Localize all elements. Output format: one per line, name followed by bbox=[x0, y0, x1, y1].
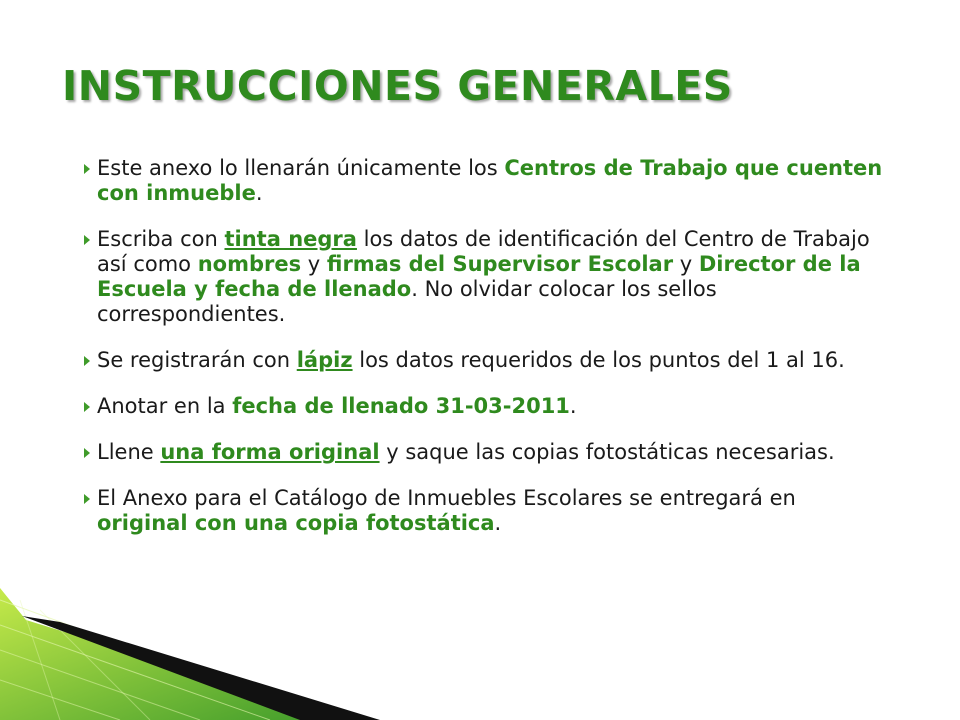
instruction-list bbox=[70, 156, 890, 557]
instruction-item bbox=[70, 156, 890, 206]
highlighted-text: Centros de Trabajo que cuenten con inmueble bbox=[97, 156, 883, 205]
triangle-right-icon bbox=[84, 448, 90, 458]
highlighted-text: tinta negra bbox=[224, 227, 357, 251]
highlighted-text: una forma original bbox=[160, 440, 380, 464]
triangle-right-icon bbox=[84, 164, 90, 174]
instruction-text: . bbox=[569, 394, 577, 418]
instruction-text: . No olvidar colocar los sellos correspondientes. bbox=[97, 277, 717, 326]
highlighted-text: Director de la Escuela y fecha de llenado bbox=[97, 252, 861, 301]
instruction-text: Anotar en la bbox=[97, 394, 233, 418]
triangle-right-icon bbox=[84, 494, 90, 504]
instruction-item bbox=[70, 348, 890, 373]
highlighted-text: fecha de llenado 31-03-2011 bbox=[232, 394, 570, 418]
instruction-text: Llene bbox=[97, 440, 161, 464]
highlighted-text: nombres bbox=[197, 252, 302, 276]
highlighted-text: firmas del Supervisor Escolar bbox=[326, 252, 674, 276]
instruction-item bbox=[70, 440, 890, 465]
instruction-text: los datos requeridos de los puntos del 1 al 16. bbox=[352, 348, 845, 372]
instruction-text: y bbox=[301, 252, 327, 276]
instruction-item bbox=[70, 394, 890, 419]
instruction-text: . bbox=[255, 181, 263, 205]
instruction-text: El Anexo para el Catálogo de Inmuebles Escolares se entregará en bbox=[97, 486, 796, 510]
instruction-text: los datos de identificación del Centro de Trabajo así como bbox=[97, 227, 870, 276]
instruction-item bbox=[70, 486, 890, 536]
highlighted-text: lápiz bbox=[296, 348, 353, 372]
triangle-right-icon bbox=[84, 356, 90, 366]
instruction-text: y saque las copias fotostáticas necesarias. bbox=[379, 440, 835, 464]
instruction-text: . bbox=[494, 511, 502, 535]
instruction-text: y bbox=[673, 252, 699, 276]
page-title: INSTRUCCIONES GENERALES bbox=[62, 62, 733, 110]
highlighted-text: original con una copia fotostática bbox=[97, 511, 495, 535]
instruction-text: Escriba con bbox=[97, 227, 225, 251]
instruction-text: Se registrarán con bbox=[97, 348, 297, 372]
triangle-right-icon bbox=[84, 235, 90, 245]
instruction-text: Este anexo lo llenarán únicamente los bbox=[97, 156, 505, 180]
instruction-item bbox=[70, 227, 890, 327]
triangle-right-icon bbox=[84, 402, 90, 412]
